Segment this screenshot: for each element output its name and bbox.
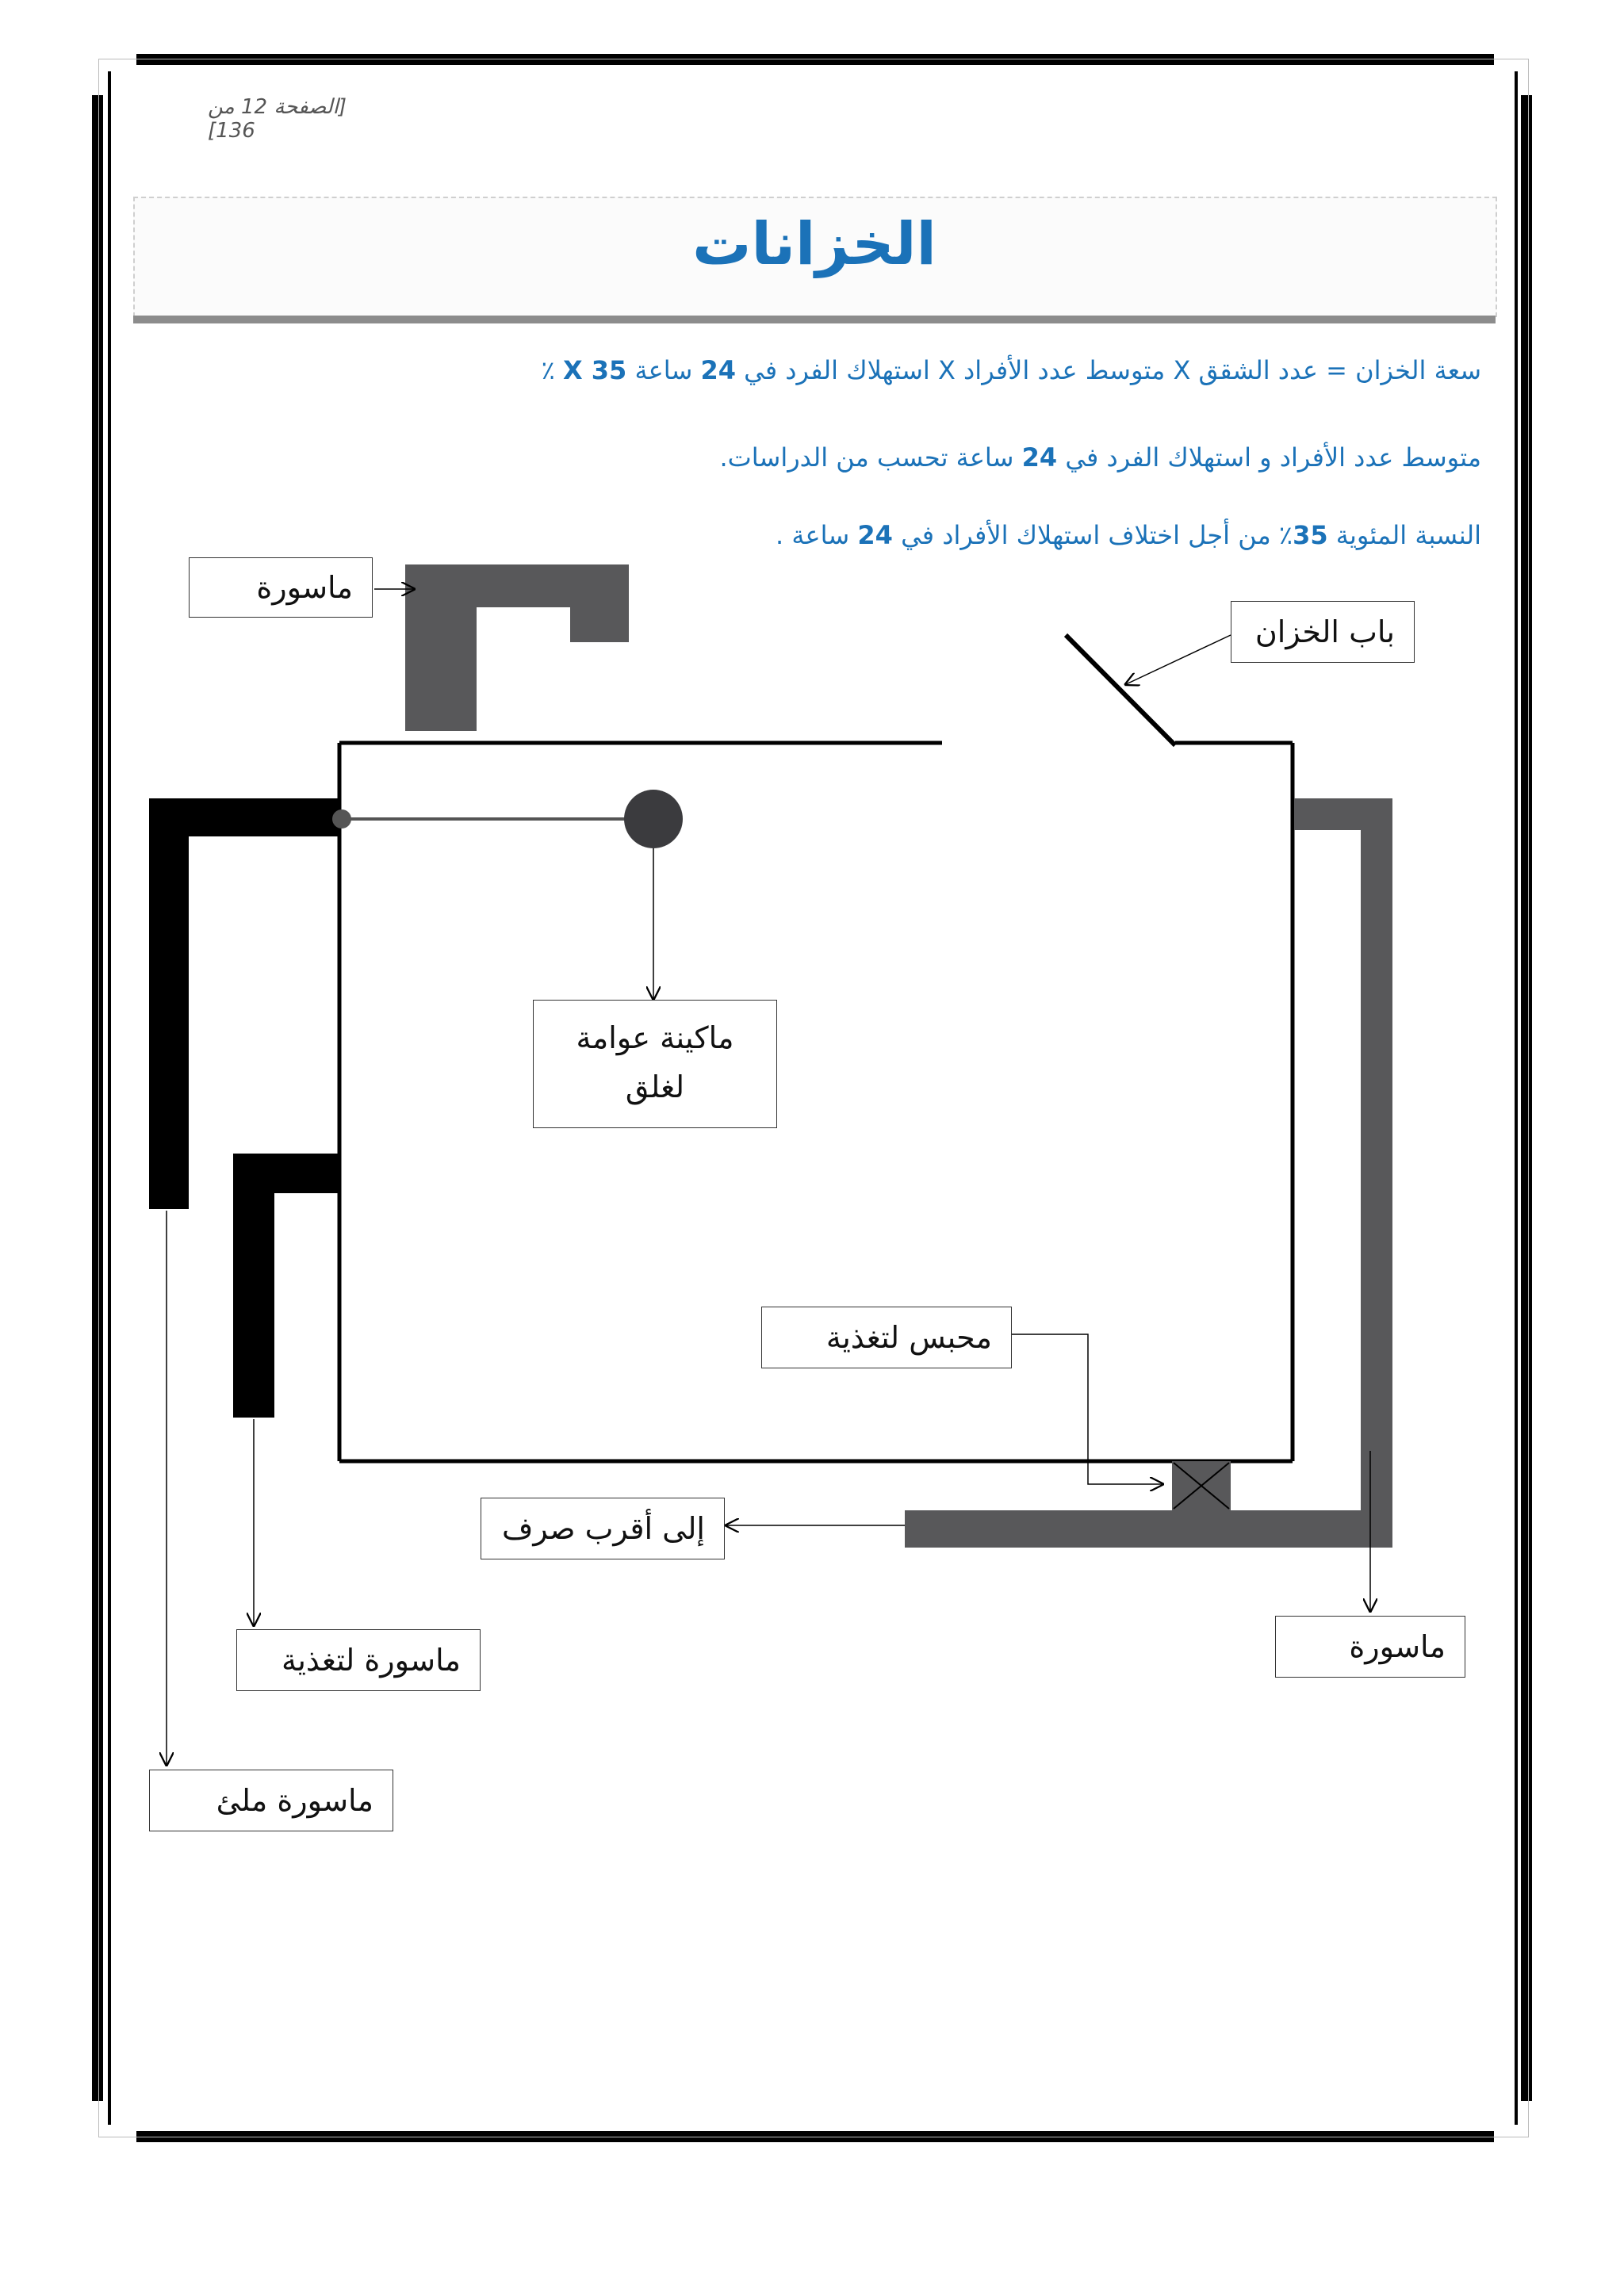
formula-line: سعة الخزان = عدد الشقق X متوسط عدد الأفراد X استهلاك الفرد في 24 ساعة X 35 ٪ bbox=[541, 355, 1481, 385]
float-pivot bbox=[332, 809, 351, 828]
label-tank-door: باب الخزان bbox=[1231, 601, 1415, 663]
feed-valve-symbol bbox=[1172, 1461, 1231, 1510]
label-nearest-drain: إلى أقرب صرف bbox=[481, 1498, 725, 1559]
fill-pipe bbox=[149, 798, 339, 1209]
percentage-note-line: النسبة المئوية 35٪ من أجل اختلاف استهلاك الأفراد في 24 ساعة . bbox=[776, 520, 1481, 550]
average-note-line: متوسط عدد الأفراد و استهلاك الفرد في 24 ساعة تحسب من الدراسات. bbox=[719, 442, 1481, 473]
page-number-label: [الصفحة 12 من 136] bbox=[208, 95, 347, 143]
top-pipe bbox=[405, 564, 629, 731]
page-title: الخزانات bbox=[692, 210, 936, 278]
label-float-valve-line1: ماكينة عوامة bbox=[576, 1020, 734, 1055]
right-pipe bbox=[905, 798, 1392, 1548]
label-feed-valve: محبس لتغذية bbox=[761, 1307, 1012, 1368]
label-feed-pipe: ماسورة لتغذية bbox=[236, 1629, 481, 1691]
label-pipe-right: ماسورة bbox=[1275, 1616, 1465, 1678]
tank-door bbox=[1066, 635, 1175, 745]
feed-pipe bbox=[233, 1154, 339, 1418]
label-fill-pipe: ماسورة ملئ bbox=[149, 1770, 393, 1831]
arrow-tank-door bbox=[1124, 635, 1231, 685]
label-float-valve bbox=[533, 1000, 777, 1128]
label-pipe-top: ماسورة bbox=[189, 557, 373, 618]
float-ball bbox=[624, 790, 683, 848]
label-float-valve-line2: لغلق bbox=[625, 1070, 685, 1104]
